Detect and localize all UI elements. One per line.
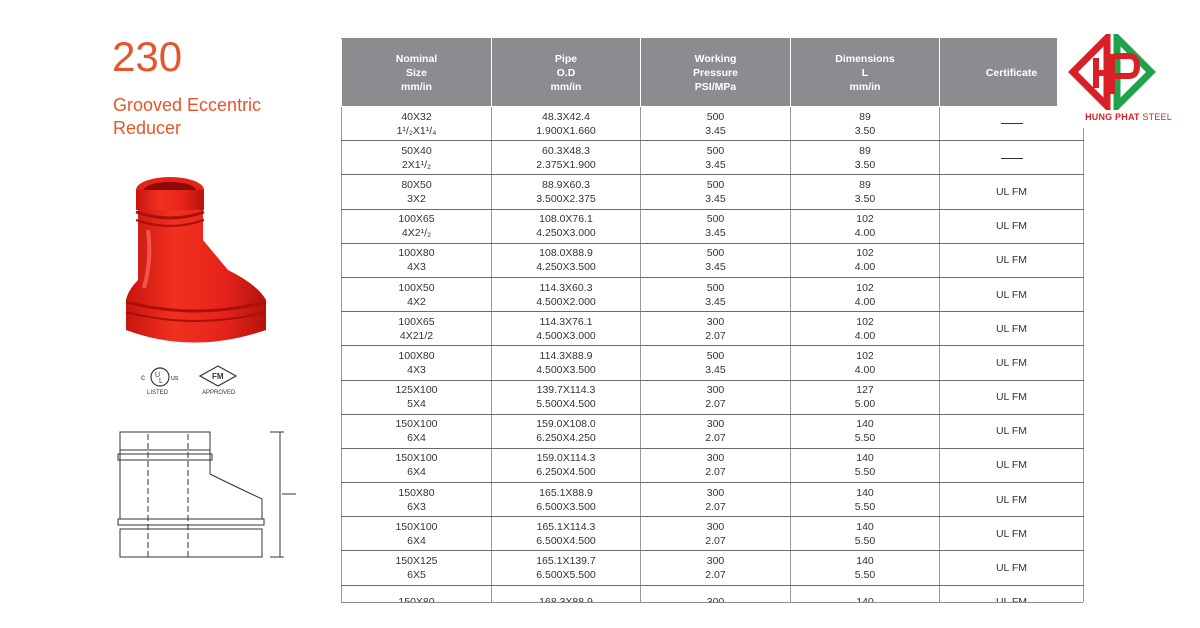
cell-pipe-od-mm: 114.3X60.3 [539,281,593,294]
cell-nominal-size-in: 4X2¹/₂ [401,227,432,240]
logo-brand-bold: HUNG PHAT [1085,112,1140,122]
cell-working-pressure [641,312,791,346]
cell-working-pressure-in: 2.07 [705,329,726,342]
cell-certificate [940,141,1084,175]
cell-pipe-od-in: 3.500X2.375 [536,192,596,205]
header-pipe-od: Pipe O.D mm/in [492,39,641,107]
cell-dimension-l-in: 4.00 [854,329,876,342]
cell-pipe-od [492,517,641,551]
cell-pipe-od-mm: 48.3X42.4 [542,110,590,123]
cell-certificate [940,175,1084,209]
cell-dimension-l [791,483,940,517]
cell-working-pressure-mm: 500 [706,213,725,226]
certificate-value: UL FM [995,493,1028,506]
cell-nominal-size [342,346,492,380]
cell-dimension-l-in: 3.50 [854,124,876,137]
cell-working-pressure [641,414,791,448]
cell-pipe-od [492,551,641,585]
product-number: 230 [112,33,183,80]
logo-brand-light: STEEL [1142,112,1172,122]
cell-pipe-od-in: 6.500X4.500 [536,534,596,547]
cell-working-pressure-in: 2.07 [705,534,726,547]
ul-us-mark: us [171,375,179,382]
cell-pipe-od-mm: 139.7X114.3 [536,384,596,397]
cell-certificate [940,483,1084,517]
cell-working-pressure-mm: 500 [706,178,725,191]
cell-pipe-od-mm: 165.1X139.7 [536,555,596,568]
cell-pipe-od [492,243,641,277]
cell-nominal-size-in: 4X3 [407,363,426,376]
cell-pipe-od-mm: 159.0X114.3 [536,452,596,465]
cell-nominal-size-mm: 40X32 [401,110,432,123]
cell-pipe-od [492,175,641,209]
cell-working-pressure [641,175,791,209]
cell-working-pressure [641,380,791,414]
certificate-value: UL FM [995,254,1028,267]
hp-logo-icon [1067,34,1163,110]
cell-dimension-l-in: 4.00 [854,227,876,240]
ul-u-mark: U [155,372,161,379]
cell-working-pressure-in: 2.07 [705,569,726,582]
fm-approved-text: APPROVED [202,390,236,396]
cell-dimension-l-mm: 102 [856,213,874,226]
cell-dimension-l-mm: 89 [859,110,871,123]
cell-nominal-size-in: 2X1¹/₂ [401,158,432,171]
cell-dimension-l [791,517,940,551]
technical-drawing [112,424,312,564]
table-row [342,209,1084,243]
cell-dimension-l-in: 5.00 [854,398,876,411]
cell-nominal-size-mm: 100X50 [398,281,435,294]
certificate-value: UL FM [995,185,1028,198]
cell-nominal-size [342,243,492,277]
company-logo [1057,34,1200,128]
certificate-value: UL FM [995,391,1028,404]
certificate-value: UL FM [995,562,1028,575]
cell-dimension-l [791,414,940,448]
product-title: Grooved Eccentric Reducer [113,95,262,138]
cell-pipe-od-in: 4.250X3.000 [536,227,596,240]
cell-working-pressure [641,277,791,311]
cell-dimension-l-mm: 102 [856,281,874,294]
cell-working-pressure-in: 2.07 [705,500,726,513]
cell-dimension-l [791,141,940,175]
cell-dimension-l-in: 5.50 [854,534,876,547]
certificate-value: UL FM [995,459,1028,472]
cell-dimension-l-in: 5.50 [854,432,876,445]
table-body [342,107,1084,620]
cell-pipe-od-in: 6.250X4.250 [536,432,596,445]
cell-nominal-size [342,517,492,551]
table-header-row [342,39,1084,107]
cell-certificate [940,243,1084,277]
table-row [342,312,1084,346]
cell-dimension-l-in: 4.00 [854,363,876,376]
cell-nominal-size [342,175,492,209]
cell-dimension-l-in: 4.00 [854,261,876,274]
cell-working-pressure [641,551,791,585]
cell-nominal-size-mm: 150X100 [395,452,438,465]
cell-pipe-od [492,346,641,380]
cell-certificate [940,414,1084,448]
cell-pipe-od [492,483,641,517]
cell-pipe-od [492,312,641,346]
cell-dimension-l-mm: 102 [856,349,874,362]
cell-certificate [940,380,1084,414]
cell-dimension-l [791,380,940,414]
cell-working-pressure [641,209,791,243]
cell-nominal-size-mm: 100X80 [398,247,435,260]
cell-working-pressure-mm: 500 [706,247,725,260]
cell-dimension-l-mm: 127 [856,384,874,397]
certificate-none-dash [1001,158,1023,159]
cell-nominal-size-mm: 150X100 [395,418,438,431]
cell-dimension-l-mm: 140 [856,418,874,431]
cell-dimension-l [791,107,940,141]
cell-working-pressure [641,517,791,551]
cell-pipe-od [492,414,641,448]
cell-nominal-size-in: 3X2 [407,192,426,205]
cell-dimension-l-mm: 102 [856,247,874,260]
cell-nominal-size-in: 6X4 [407,466,426,479]
cell-working-pressure [641,346,791,380]
cell-pipe-od-in: 1.900X1.660 [536,124,596,137]
cell-nominal-size-in: 6X4 [407,534,426,547]
cell-nominal-size-in: 4X2 [407,295,426,308]
cell-nominal-size-mm: 80X50 [401,178,432,191]
certificate-none-dash [1001,123,1023,124]
cell-dimension-l [791,551,940,585]
cell-nominal-size [342,312,492,346]
logo-text [1057,112,1200,122]
cell-dimension-l [791,277,940,311]
ul-l-mark: L [159,378,163,385]
certification-marks [138,362,248,396]
cell-pipe-od-in: 4.500X3.000 [536,329,596,342]
cell-dimension-l-in: 5.50 [854,500,876,513]
cell-working-pressure-mm: 500 [706,144,725,157]
cell-dimension-l-mm: 89 [859,144,871,157]
cell-nominal-size-in: 4X3 [407,261,426,274]
table-crop-edge [341,602,1083,603]
cell-certificate [940,312,1084,346]
cell-working-pressure-mm: 300 [706,418,725,431]
table-row [342,551,1084,585]
cell-working-pressure-mm: 300 [706,384,725,397]
certificate-value: UL FM [995,425,1028,438]
cell-pipe-od [492,107,641,141]
cell-working-pressure-in: 3.45 [705,261,726,274]
cell-working-pressure [641,483,791,517]
cell-nominal-size [342,107,492,141]
cell-dimension-l-mm: 140 [856,520,874,533]
table-row [342,346,1084,380]
cell-pipe-od-mm: 165.1X114.3 [536,520,596,533]
table-row [342,414,1084,448]
cell-nominal-size-mm: 150X125 [395,555,438,568]
table-row [342,448,1084,482]
cell-pipe-od [492,448,641,482]
cell-working-pressure [641,448,791,482]
cell-pipe-od-in: 5.500X4.500 [536,398,596,411]
cell-pipe-od-mm: 60.3X48.3 [542,144,590,157]
cell-working-pressure-in: 3.45 [705,192,726,205]
cell-working-pressure-in: 2.07 [705,432,726,445]
cell-nominal-size-mm: 150X80 [398,486,435,499]
product-photo [108,170,278,350]
header-dimensions: Dimensions L mm/in [791,39,940,107]
cell-working-pressure-mm: 500 [706,281,725,294]
cell-pipe-od-mm: 108.0X88.9 [539,247,593,260]
cell-working-pressure-in: 3.45 [705,227,726,240]
cell-working-pressure-in: 3.45 [705,295,726,308]
cell-working-pressure-in: 2.07 [705,398,726,411]
table-row [342,483,1084,517]
cell-working-pressure [641,243,791,277]
cell-nominal-size [342,483,492,517]
cell-working-pressure-in: 3.45 [705,158,726,171]
cell-nominal-size-in: 5X4 [407,398,426,411]
cell-nominal-size [342,209,492,243]
cell-dimension-l [791,209,940,243]
cell-pipe-od [492,141,641,175]
certificate-value: UL FM [995,527,1028,540]
cell-nominal-size-in: 6X3 [407,500,426,513]
cell-pipe-od-mm: 114.3X88.9 [539,349,593,362]
cell-dimension-l-mm: 102 [856,315,874,328]
cell-dimension-l [791,346,940,380]
table-row [342,175,1084,209]
cell-working-pressure-mm: 300 [706,520,725,533]
cell-nominal-size-mm: 125X100 [395,384,438,397]
table-row [342,277,1084,311]
cell-pipe-od [492,277,641,311]
cell-working-pressure-mm: 300 [706,486,725,499]
cell-dimension-l-mm: 140 [856,452,874,465]
table-row [342,107,1084,141]
header-nominal-size: Nominal Size mm/in [342,39,492,107]
cell-working-pressure-mm: 300 [706,452,725,465]
cell-pipe-od-in: 6.250X4.500 [536,466,596,479]
cell-dimension-l [791,448,940,482]
cell-nominal-size [342,448,492,482]
header-working-pressure: Working Pressure PSI/MPa [641,39,791,107]
cell-nominal-size [342,380,492,414]
cell-pipe-od-mm: 159.0X108.0 [536,418,596,431]
table-row [342,380,1084,414]
cell-dimension-l-in: 5.50 [854,569,876,582]
cell-dimension-l-in: 4.00 [854,295,876,308]
cell-nominal-size-mm: 100X65 [398,213,435,226]
cell-dimension-l-mm: 89 [859,178,871,191]
cell-nominal-size-mm: 100X65 [398,315,435,328]
cell-working-pressure-in: 3.45 [705,124,726,137]
cell-pipe-od-in: 6.500X3.500 [536,500,596,513]
cell-nominal-size-in: 6X4 [407,432,426,445]
cell-nominal-size-in: 4X21/2 [399,329,434,342]
cell-nominal-size-in: 6X5 [407,569,426,582]
cell-certificate [940,277,1084,311]
certificate-value: UL FM [995,322,1028,335]
cell-dimension-l [791,312,940,346]
cell-pipe-od-in: 4.500X2.000 [536,295,596,308]
cell-working-pressure-mm: 300 [706,315,725,328]
cell-working-pressure [641,141,791,175]
cell-working-pressure-in: 3.45 [705,363,726,376]
cell-dimension-l [791,175,940,209]
cell-pipe-od-mm: 108.0X76.1 [539,213,593,226]
cell-nominal-size-mm: 100X80 [398,349,435,362]
cell-pipe-od-in: 4.250X3.500 [536,261,596,274]
cell-dimension-l-in: 5.50 [854,466,876,479]
cell-certificate [940,551,1084,585]
cell-pipe-od-mm: 165.1X88.9 [539,486,593,499]
cell-pipe-od-in: 2.375X1.900 [536,158,596,171]
certificate-value: UL FM [995,356,1028,369]
cell-nominal-size-mm: 150X100 [395,520,438,533]
cell-nominal-size-mm: 50X40 [401,144,432,157]
cell-nominal-size [342,141,492,175]
cell-pipe-od-in: 6.500X5.500 [536,569,596,582]
cell-certificate [940,346,1084,380]
table-row [342,243,1084,277]
ul-listed-text: LISTED [147,390,169,396]
cell-certificate [940,517,1084,551]
cell-pipe-od [492,380,641,414]
cell-certificate [940,448,1084,482]
table-crop-mask [0,602,1200,628]
fm-mark: FM [212,372,224,381]
cell-dimension-l-mm: 140 [856,555,874,568]
cell-pipe-od-mm: 88.9X60.3 [542,178,590,191]
cell-pipe-od-in: 4.500X3.500 [536,363,596,376]
cell-dimension-l-in: 3.50 [854,158,876,171]
cell-working-pressure-mm: 300 [706,555,725,568]
certificate-value: UL FM [995,288,1028,301]
cell-nominal-size [342,414,492,448]
cell-working-pressure-in: 2.07 [705,466,726,479]
cell-working-pressure-mm: 500 [706,349,725,362]
cell-nominal-size-in: 1¹/₂X1¹/₄ [396,124,437,137]
cell-working-pressure [641,107,791,141]
cell-working-pressure-mm: 500 [706,110,725,123]
cell-certificate [940,209,1084,243]
cell-pipe-od-mm: 114.3X76.1 [539,315,593,328]
cell-dimension-l-in: 3.50 [854,192,876,205]
cell-nominal-size [342,277,492,311]
specification-table [341,38,1084,620]
table-row [342,517,1084,551]
cell-nominal-size [342,551,492,585]
cell-pipe-od [492,209,641,243]
table-row [342,141,1084,175]
ul-c-mark: c [141,373,145,382]
cell-dimension-l [791,243,940,277]
header-certificate: Certificate [940,39,1084,107]
certificate-value: UL FM [995,220,1028,233]
cell-dimension-l-mm: 140 [856,486,874,499]
